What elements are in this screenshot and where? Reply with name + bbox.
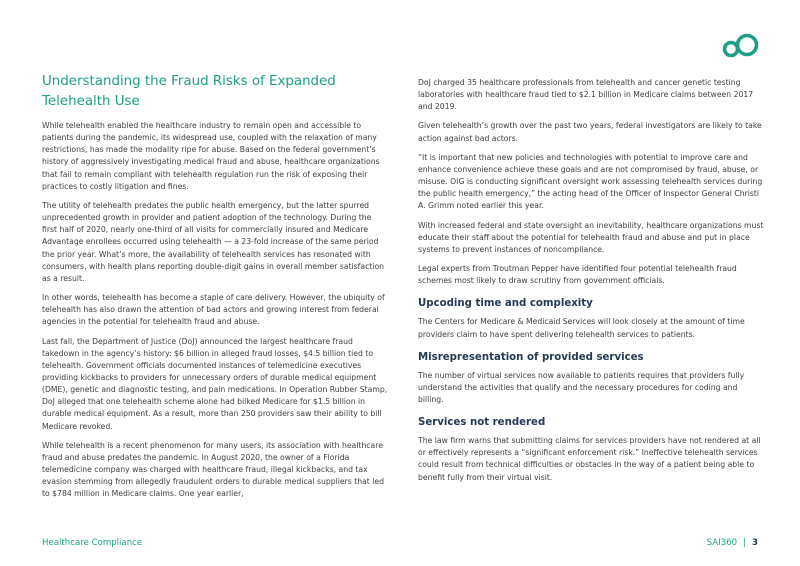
paragraph: While telehealth enabled the healthcare industry to remain open and accessible to patients during the pandemic, its widespread use, coupled with the relaxation of many restrictions, has made the modality ripe for abuse. Based on the federal government’s history of aggressively investigating medical fraud and abuse, healthcare organizations that fail to remain compliant with telehealth regulation run the risk of exposing their practices to costly litigation and fines.	[42, 121, 380, 191]
paragraph: In other words, telehealth has become a staple of care delivery. However, the ubiquity of telehealth has also drawn the attention of bad actors and growing interest from federal agencies in the potential for telehealth fraud and abuse.	[42, 293, 385, 327]
page-number: 3	[752, 538, 758, 548]
section-heading: Upcoding time and complexity	[418, 298, 593, 310]
paragraph: With increased federal and state oversight an inevitability, healthcare organizations must educate their staff about the potential for telehealth fraud and abuse and put in place systems to prevent instances of noncompliance.	[418, 220, 764, 254]
right-column	[418, 77, 764, 491]
section-body: The number of virtual services now available to patients requires that providers fully understand the activities that qualify and the necessary procedures for coding and billing.	[418, 370, 745, 404]
left-column	[42, 72, 388, 508]
footer-separator: |	[743, 538, 747, 548]
section-body: The law firm warns that submitting claims for services providers have not rendered at all or effectively represents a “significant enforcement risk.” Ineffective telehealth services could result from technical difficulties or obstacles in the way of a patient being able to benefit fully from their virtual visit.	[418, 436, 761, 482]
paragraph: Given telehealth’s growth over the past two years, federal investigators are likely to take action against bad actors.	[418, 121, 762, 143]
paragraph: The utility of telehealth predates the public health emergency, but the latter spurred unprecedented growth in provider and patient adoption of the technology. During the first half of 2020, nearly one-third of all visits for commercially insured and Medicare Advantage enrollees occurred using telehealth — a 23-fold increase of the same period the prior year. What’s more, the availability of telehealth services has resonated with consumers, with health plans reporting double-digit gains in overall member satisfaction as a result.	[42, 200, 385, 283]
section-heading: Misrepresentation of provided services	[418, 351, 644, 363]
footer-brand: SAI360	[706, 538, 738, 548]
section-heading: Services not rendered	[418, 417, 546, 429]
footer-section-title: Healthcare Compliance	[42, 538, 143, 548]
paragraph: While telehealth is a recent phenomenon for many users, its association with healthcare fraud and abuse predates the pandemic. In August 2020, the owner of a Florida telemedicine company was charged with healthcare fraud, illegal kickbacks, and tax evasion stemming from allegedly fraudulent orders to durable medical suppliers that led to $784 million in Medicare claims. One year earlier,	[42, 440, 384, 499]
section-body: The Centers for Medicare & Medicaid Services will look closely at the amount of time providers claim to have spent delivering telehealth services to patients.	[418, 317, 745, 339]
article-title: Understanding the Fraud Risks of Expanded Telehealth Use	[42, 74, 336, 109]
infinity-loop-icon	[722, 32, 760, 60]
footer-page-info	[707, 538, 758, 548]
paragraph: Legal experts from Troutman Pepper have identified four potential telehealth fraud schemes most likely to draw scrutiny from government officials.	[418, 264, 737, 286]
paragraph: Last fall, the Department of Justice (DoJ) announced the largest healthcare fraud takedown in the agency’s history: $6 billion in alleged fraud losses, $4.5 billion tied to telehealth. Government officials documented instances of telemedicine executives providing kickbacks to providers for unnecessary orders of durable medical equipment (DME), genetic and diagnostic testing, and pain medications. In Operation Rubber Stamp, DoJ alleged that one telehealth scheme alone had bilked Medicare for $1.5 billion in durable medical equipment. As a result, more than 250 providers saw their ability to bill Medicare revoked.	[42, 336, 388, 431]
paragraph: DoJ charged 35 healthcare professionals from telehealth and cancer genetic testing laboratories with healthcare fraud tied to $2.1 billion in Medicare claims between 2017 and 2019.	[418, 78, 754, 112]
paragraph: “It is important that new policies and technologies with potential to improve care and enhance convenience achieve these goals and are not compromised by fraud, abuse, or misuse. OIG is conducting significant oversight work assessing telehealth services during the public health emergency,” the acting head of the Officer of Inspector General Christi A. Grimm noted earlier this year.	[418, 152, 763, 211]
